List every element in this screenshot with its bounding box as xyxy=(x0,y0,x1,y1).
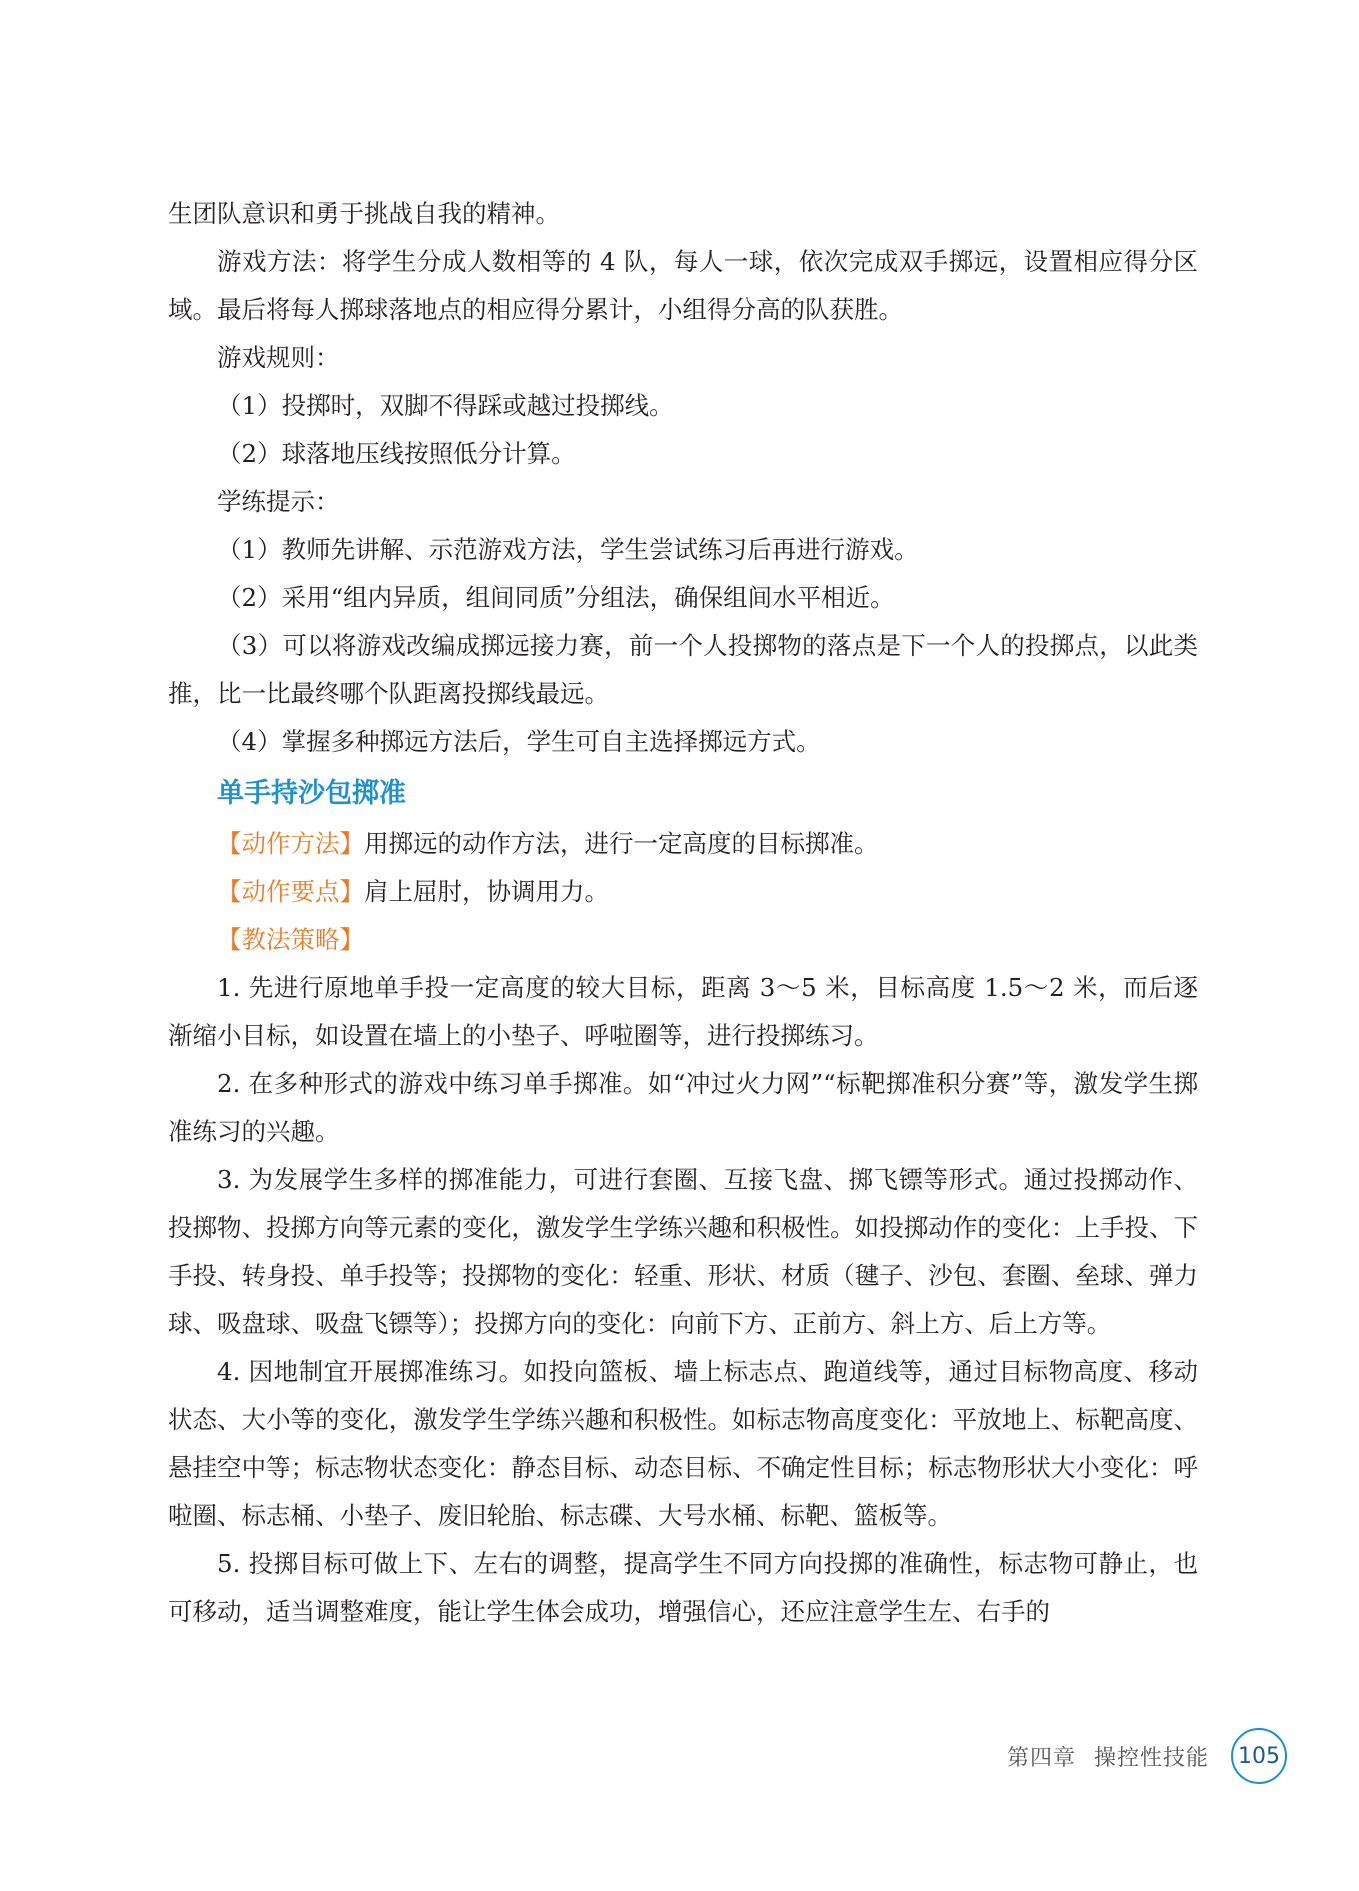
action-points-paragraph xyxy=(168,868,1198,916)
game-rule-2: （2）球落地压线按照低分计算。 xyxy=(217,439,576,468)
strategy-item-2: 2. 在多种形式的游戏中练习单手掷准。如“冲过火力网”“标靶掷准积分赛”等，激发学生掷准练习的兴趣。 xyxy=(168,1069,1198,1146)
action-method-text: 用掷远的动作方法，进行一定高度的目标掷准。 xyxy=(364,829,879,858)
running-footer xyxy=(1007,1741,1209,1772)
strategy-item-5: 5. 投掷目标可做上下、左右的调整，提高学生不同方向投掷的准确性，标志物可静止，也可移动，适当调整难度，能让学生体会成功，增强信心，还应注意学生左、右手的 xyxy=(168,1549,1198,1626)
section-heading: 单手持沙包掷准 xyxy=(217,778,406,809)
action-points-text: 肩上屈肘，协调用力。 xyxy=(364,877,609,906)
practice-tip-1: （1）教师先讲解、示范游戏方法，学生尝试练习后再进行游戏。 xyxy=(217,535,919,564)
page-footer xyxy=(1007,1728,1287,1784)
action-method-paragraph xyxy=(168,820,1198,868)
practice-tip-3: （3）可以将游戏改编成掷远接力赛，前一个人投掷物的落点是下一个人的投掷点，以此类推，比一比最终哪个队距离投掷线最远。 xyxy=(168,631,1198,708)
game-rule-1: （1）投掷时，双脚不得踩或越过投掷线。 xyxy=(217,391,674,420)
page-body xyxy=(168,190,1198,1636)
practice-tip-2: （2）采用“组内异质，组间同质”分组法，确保组间水平相近。 xyxy=(217,583,895,612)
strategy-item-3: 3. 为发展学生多样的掷准能力，可进行套圈、互接飞盘、掷飞镖等形式。通过投掷动作、投掷物、投掷方向等元素的变化，激发学生学练兴趣和积极性。如投掷动作的变化：上手投、下手投、转身投、单手投等；投掷物的变化：轻重、形状、材质（毽子、沙包、套圈、垒球、弹力球、吸盘球、吸盘飞镖等）；投掷方向的变化：向前下方、正前方、斜上方、后上方等。 xyxy=(168,1165,1198,1338)
chapter-title: 操控性技能 xyxy=(1093,1745,1209,1771)
teaching-strategy-paragraph xyxy=(168,916,1198,964)
strategy-item-4: 4. 因地制宜开展掷准练习。如投向篮板、墙上标志点、跑道线等，通过目标物高度、移动状态、大小等的变化，激发学生学练兴趣和积极性。如标志物高度变化：平放地上、标靶高度、悬挂空中等；标志物状态变化：静态目标、动态目标、不确定性目标；标志物形状大小变化：呼啦圈、标志桶、小垫子、废旧轮胎、标志碟、大号水桶、标靶、篮板等。 xyxy=(168,1357,1198,1530)
action-points-tag: 【动作要点】 xyxy=(217,877,364,906)
chapter-label: 第四章 xyxy=(1006,1745,1076,1771)
teaching-strategy-tag: 【教法策略】 xyxy=(217,925,364,954)
page-number: 105 xyxy=(1231,1728,1287,1784)
paragraph-continuation: 生团队意识和勇于挑战自我的精神。 xyxy=(168,199,560,228)
strategy-item-1: 1. 先进行原地单手投一定高度的较大目标，距离 3～5 米，目标高度 1.5～2 米，而后逐渐缩小目标，如设置在墙上的小垫子、呼啦圈等，进行投掷练习。 xyxy=(168,973,1198,1050)
practice-tips-label: 学练提示： xyxy=(217,487,340,516)
game-method-paragraph: 游戏方法：将学生分成人数相等的 4 队，每人一球，依次完成双手掷远，设置相应得分区域。最后将每人掷球落地点的相应得分累计，小组得分高的队获胜。 xyxy=(168,247,1198,324)
game-rules-label: 游戏规则： xyxy=(217,343,340,372)
practice-tip-4: （4）掌握多种掷远方法后，学生可自主选择掷远方式。 xyxy=(217,727,821,756)
action-method-tag: 【动作方法】 xyxy=(217,829,364,858)
